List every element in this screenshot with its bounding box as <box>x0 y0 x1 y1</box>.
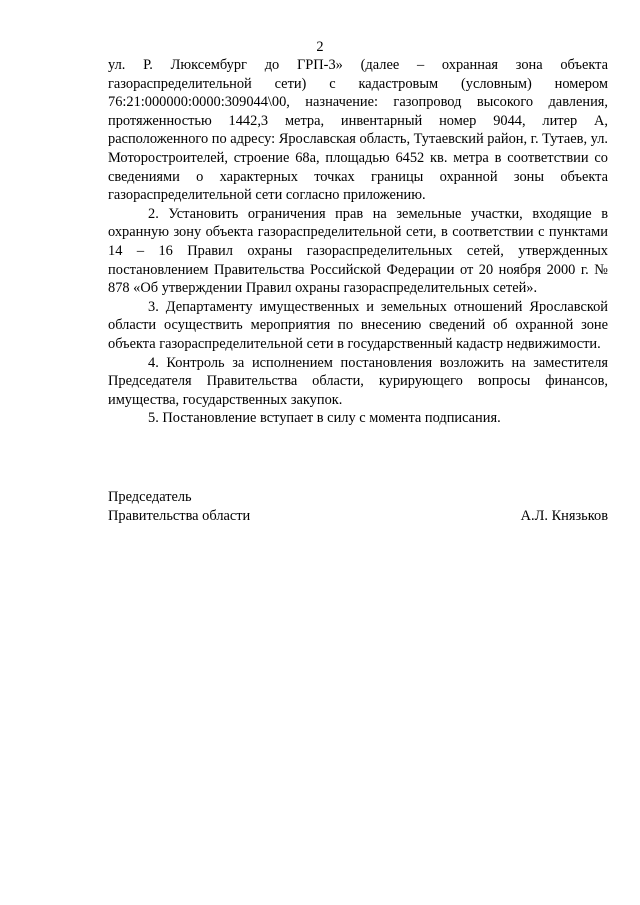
document-body <box>108 56 608 428</box>
paragraph-item-4: 4. Контроль за исполнением постановления возложить на заместителя Председателя Правительства области, курирующего вопросы финансов, имущества, государственных закупок. <box>108 354 608 408</box>
paragraph-item-2: 2. Установить ограничения прав на земельные участки, входящие в охранную зону объекта газораспределительной сети, в соответствии с пунктами 14 – 16 Правил охраны газораспределительных сетей, утвержденных постановлением Правительства Российской Федерации от 20 ноября 2000 г. № 878 «Об утверждении Правил охраны газораспределительных сетей». <box>108 205 608 297</box>
signature-line <box>108 507 608 526</box>
signatory-title-line-1: Председатель <box>108 489 192 505</box>
signature-block <box>108 488 608 525</box>
signatory-title-line-2: Правительства области <box>108 507 251 524</box>
paragraph-item-5: 5. Постановление вступает в силу с момента подписания. <box>148 410 501 427</box>
paragraph-continuation: ул. Р. Люксембург до ГРП-3» (далее – охранная зона объекта газораспределительной сети) с кадастровым (условным) номером 76:21:000000:0000:309044\00, назначение: газопровод высокого давления, протяженностью 1442,3 метра, инвентарный номер 9044, литер А, расположенного по адресу: Ярославская область, Тутаевский район, г. Тутаев, ул. Моторостроителей, строение 68а, площадью 6452 кв. метра в соответствии со сведениями о характерных точках границы охранной зоны объекта газораспределительной сети согласно приложению. <box>108 57 608 204</box>
signatory-name: А.Л. Князьков <box>520 507 608 524</box>
page-number: 2 <box>316 39 324 55</box>
paragraph-item-3: 3. Департаменту имущественных и земельных отношений Ярославской области осуществить мероприятия по внесению сведений об охранной зоне объекта газораспределительной сети в государственный кадастр недвижимости. <box>108 298 608 352</box>
